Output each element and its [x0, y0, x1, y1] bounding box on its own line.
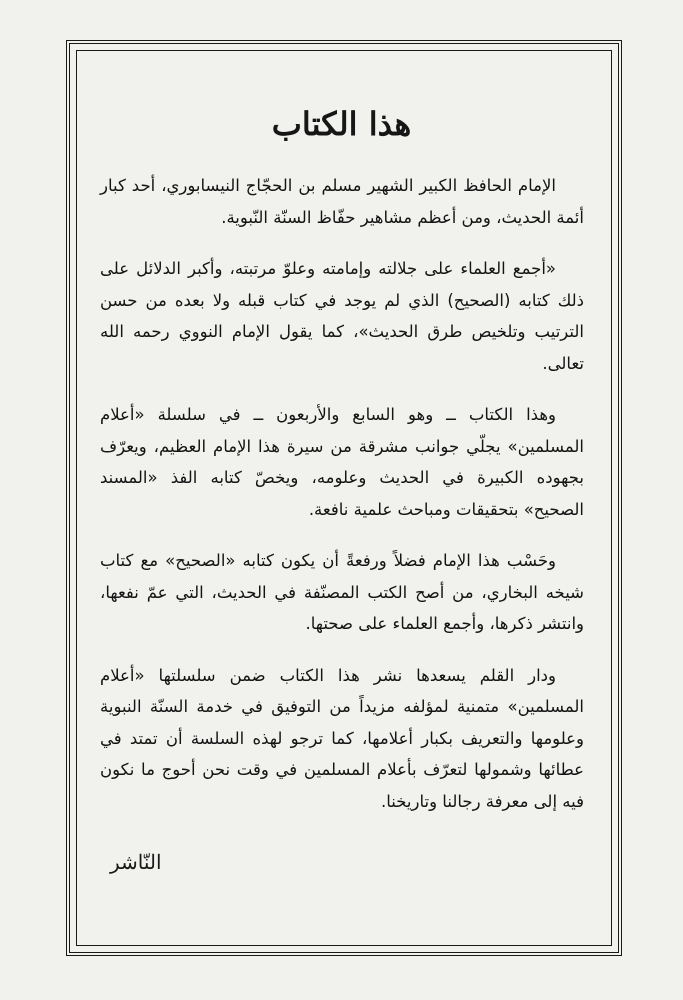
paragraph-3: وهذا الكتاب ــ وهو السابع والأربعون ــ في سلسلة «أعلام المسلمين» يجلّي جوانب مشرقة من سيرة هذا الإمام العظيم، ويعرّف بجهوده الكبيرة في الحديث وعلومه، ويخصّ كتابه الفذ «المسند الصحيح» بتحقيقات ومباحث علمية نافعة. — [100, 405, 584, 519]
paragraph-4: وحَسْب هذا الإمام فضلاً ورفعةً أن يكون كتابه «الصحيح» مع كتاب شيخه البخاري، من أصح الكتب المصنّفة في الحديث، التي عمّ نفعها، وانتشر ذكرها، وأجمع العلماء على صحتها. — [100, 551, 584, 633]
page-title: هذا الكتاب — [271, 105, 412, 143]
body-text — [100, 170, 584, 837]
publisher-signature: النّاشر — [110, 850, 162, 874]
paragraph-2: «أجمع العلماء على جلالته وإمامته وعلوّ مرتبته، وأكبر الدلائل على ذلك كتابه (الصحيح) الذي لم يوجد في كتاب قبله ولا بعده من حسن الترتيب وتلخيص طرق الحديث»، كما يقول الإمام النووي رحمه الله تعالى. — [100, 259, 584, 373]
paragraph-5: ودار القلم يسعدها نشر هذا الكتاب ضمن سلسلتها «أعلام المسلمين» متمنية لمؤلفه مزيداً من التوفيق في خدمة السنّة النبوية وعلومها والتعريف بكبار أعلامها، كما ترجو لهذه السلسة أن تمتد في عطائها وشمولها لتعرّف بأعلام المسلمين في وقت نحن أحوج ما نكون فيه إلى معرفة رجالنا وتاريخنا. — [100, 665, 584, 811]
paragraph-1: الإمام الحافظ الكبير الشهير مسلم بن الحجّاج النيسابوري، أحد كبار أئمة الحديث، ومن أعظم مشاهير حفّاظ السنّة النّبوية. — [100, 176, 584, 227]
